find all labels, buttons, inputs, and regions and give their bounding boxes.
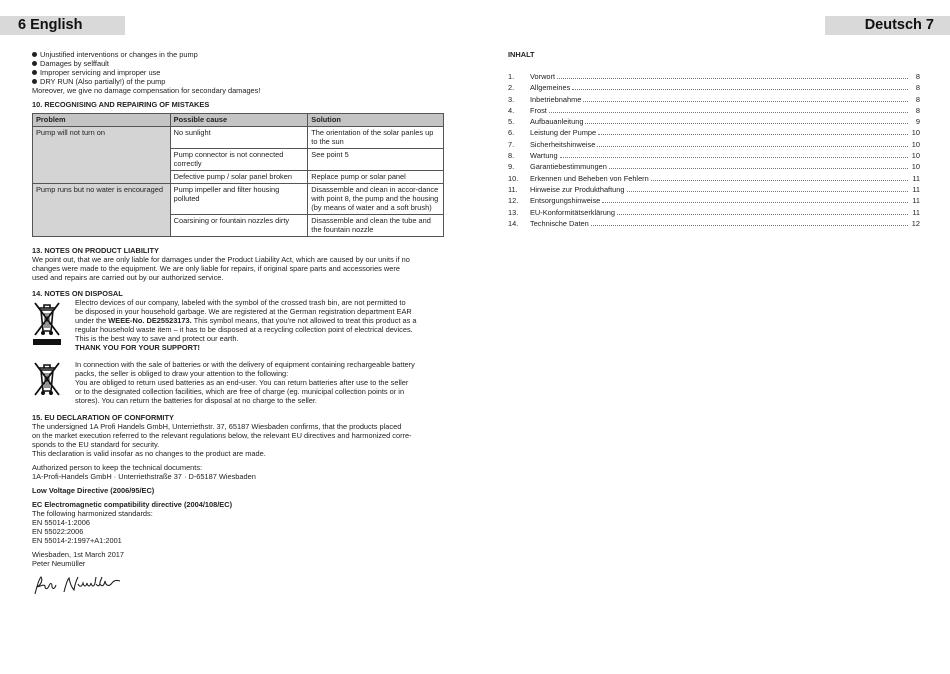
- paragraph-line: The undersigned 1A Profi Handels GmbH, Unterriethstr. 37, 65187 Wiesbaden confirms, that the products placed: [32, 422, 402, 431]
- toc-leader: [651, 180, 908, 181]
- english-page: [32, 50, 444, 600]
- page-header-left: [0, 16, 125, 35]
- toc-entry: [508, 128, 920, 139]
- page-number-right: Deutsch 7: [864, 17, 934, 33]
- paragraph-line: In connection with the sale of batteries or with the delivery of equipment containing rechargeable battery: [75, 360, 415, 369]
- thanks-line: THANK YOU FOR YOUR SUPPORT!: [75, 343, 200, 352]
- toc-leader: [617, 214, 908, 215]
- problem-cell: Pump will not turn on: [33, 127, 171, 184]
- paragraph-line: on the market execution referred to the relevant regulations below, the relevant EU directives and harmonized corre-: [32, 431, 412, 440]
- toc-page-number: 10: [911, 139, 920, 149]
- toc-entry: [508, 162, 920, 173]
- page-header-right: [825, 16, 950, 35]
- toc-entry: [508, 174, 920, 185]
- place-date: Wiesbaden, 1st March 2017: [32, 550, 125, 559]
- toc-number: 6.: [508, 128, 515, 138]
- emc-directive: EC Electromagnetic compatibility directive (2004/108/EC): [32, 500, 233, 509]
- list-item: Unjustified interventions or changes in the pump: [32, 50, 444, 59]
- toc-number: 12.: [508, 196, 519, 206]
- exclusion-list: [32, 50, 444, 86]
- cause-cell: Pump connector is not connected correctly: [170, 149, 308, 171]
- toc-title: INHALT: [508, 50, 535, 59]
- toc-entry: [508, 151, 920, 162]
- toc-number: 8.: [508, 151, 515, 161]
- troubleshooting-table: [32, 113, 444, 237]
- paragraph-line: EN 55022:2006: [32, 527, 84, 536]
- column-header-solution: Solution: [308, 114, 444, 127]
- paragraph-line: sponds to the EU standard for security.: [32, 440, 160, 449]
- paragraph-line: This is the best way to save and protect our earth.: [75, 334, 239, 343]
- crossed-trash-bin-icon: [32, 298, 62, 348]
- signature-image: [32, 574, 124, 598]
- toc-entry: [508, 117, 920, 128]
- cause-cell: No sunlight: [170, 127, 308, 149]
- toc-leader: [557, 78, 908, 79]
- paragraph-line: This declaration is valid insofar as no changes to the product are made.: [32, 449, 266, 458]
- table-row: [33, 184, 444, 215]
- paragraph-line: [75, 316, 444, 325]
- toc-page-number: 12: [911, 218, 920, 228]
- solution-cell: Disassemble and clean the tube and the fountain nozzle: [308, 215, 444, 237]
- page-number-left: 6 English: [18, 17, 83, 33]
- toc-entry: [508, 106, 920, 117]
- paragraph-line: The following harmonized standards:: [32, 509, 153, 518]
- toc-leader: [549, 112, 908, 113]
- section-heading-10: 10. RECOGNISING AND REPAIRING OF MISTAKES: [32, 100, 210, 109]
- toc-label: Erkennen und Beheben von Fehlern: [530, 173, 649, 183]
- toc-label: Allgemeines: [530, 83, 571, 93]
- table-header-row: [33, 114, 444, 127]
- toc-entry: [508, 95, 920, 106]
- toc-number: 14.: [508, 218, 519, 228]
- paragraph-line: We point out, that we are only liable for damages under the Product Liability Act, which are caused by our units if no: [32, 255, 410, 264]
- toc-entry: [508, 185, 920, 196]
- paragraph-line: 1A-Profi-Handels GmbH · Unterriethstraße 37 · D-65187 Wiesbaden: [32, 472, 256, 481]
- toc-entry: [508, 83, 920, 94]
- toc-leader: [598, 134, 908, 135]
- german-page: [508, 50, 920, 230]
- toc-page-number: 11: [912, 184, 920, 194]
- toc-entry: [508, 72, 920, 83]
- problem-cell: Pump runs but no water is encouraged: [33, 184, 171, 237]
- toc-number: 10.: [508, 173, 519, 183]
- toc-page-number: 11: [912, 173, 920, 183]
- paragraph-line: regular household waste item – it has to be disposed at a recycling collection point of electrical devices.: [75, 325, 413, 334]
- weee-disposal-block: [32, 298, 444, 352]
- table-of-contents: [508, 72, 920, 230]
- toc-page-number: 8: [915, 72, 920, 81]
- solution-cell: The orientation of the solar panles up to the sun: [308, 127, 444, 149]
- toc-page-number: 11: [912, 207, 920, 217]
- toc-page-number: 8: [915, 83, 920, 93]
- solution-cell: Replace pump or solar panel: [308, 171, 444, 184]
- toc-label: Hinweise zur Produkthaftung: [530, 184, 625, 194]
- solution-cell: Disassemble and clean in accor-dance with point 8, the pump and the housing (by means of water and a soft brush): [308, 184, 444, 215]
- paragraph-line: used and repairs are carried out by our authorized service.: [32, 273, 224, 282]
- damage-note: Moreover, we give no damage compensation for secondary damages!: [32, 86, 261, 95]
- list-item: DRY RUN (Also partially!) of the pump: [32, 77, 444, 86]
- toc-leader: [585, 123, 908, 124]
- toc-leader: [597, 146, 908, 147]
- toc-number: 11.: [508, 184, 518, 194]
- paragraph-line: You are obliged to return used batteries as an end-user. You can return batteries after use to the seller: [75, 378, 409, 387]
- toc-leader: [572, 89, 908, 90]
- toc-label: Technische Daten: [530, 218, 589, 228]
- toc-label: Frost: [530, 105, 547, 115]
- toc-page-number: 10: [911, 151, 920, 161]
- toc-leader: [609, 168, 908, 169]
- toc-number: 2.: [508, 83, 515, 93]
- toc-label: Vorwort: [530, 72, 556, 81]
- toc-page-number: 8: [915, 105, 920, 115]
- signer-name: Peter Neumüller: [32, 559, 86, 568]
- paragraph-line: changes were made to the equipment. We are only liable for repairs, if original spare parts and accessories were: [32, 264, 400, 273]
- toc-label: Leistung der Pumpe: [530, 128, 597, 138]
- toc-label: Aufbauanleitung: [530, 117, 584, 127]
- toc-entry: [508, 208, 920, 219]
- low-voltage-directive: Low Voltage Directive (2006/95/EC): [32, 486, 155, 495]
- toc-label: Entsorgungshinweise: [530, 196, 601, 206]
- solution-cell: See point 5: [308, 149, 444, 171]
- text-span: This symbol means, that you're not allowed to treat this product as a: [191, 316, 417, 325]
- toc-entry: [508, 196, 920, 207]
- section-heading-14: 14. NOTES ON DISPOSAL: [32, 289, 123, 298]
- text-span: under the: [75, 316, 109, 325]
- toc-label: Inbetriebnahme: [530, 94, 582, 104]
- toc-label: Garantiebestimmungen: [530, 162, 607, 172]
- paragraph-line: EN 55014-1:2006: [32, 518, 90, 527]
- toc-leader: [560, 157, 908, 158]
- toc-number: 1.: [508, 72, 515, 81]
- toc-page-number: 10: [911, 162, 920, 172]
- list-item: Damages by selffault: [32, 59, 444, 68]
- toc-leader: [591, 225, 908, 226]
- toc-number: 3.: [508, 94, 515, 104]
- paragraph-line: stores). You can return the batteries for disposal at no charge to the seller.: [75, 396, 317, 405]
- toc-number: 7.: [508, 139, 515, 149]
- toc-entry: [508, 219, 920, 230]
- crossed-battery-bin-icon: [32, 360, 62, 400]
- toc-number: 13.: [508, 207, 519, 217]
- paragraph-line: be disposed in your household garbage. We are registered at the German registration department EAR: [75, 307, 412, 316]
- toc-number: 4.: [508, 105, 515, 115]
- toc-page-number: 10: [911, 128, 920, 138]
- toc-leader: [583, 101, 908, 102]
- section-heading-15: 15. EU DECLARATION OF CONFORMITY: [32, 413, 174, 422]
- toc-page-number: 9: [915, 117, 920, 127]
- paragraph-line: Authorized person to keep the technical documents:: [32, 463, 203, 472]
- section-heading-13: 13. NOTES ON PRODUCT LIABILITY: [32, 246, 159, 255]
- toc-number: 5.: [508, 117, 515, 127]
- column-header-cause: Possible cause: [170, 114, 308, 127]
- toc-leader: [602, 202, 908, 203]
- table-row: [33, 127, 444, 149]
- toc-entry: [508, 140, 920, 151]
- column-header-problem: Problem: [33, 114, 171, 127]
- toc-page-number: 11: [912, 196, 920, 206]
- toc-label: EU-Konformitätserklärung: [530, 207, 616, 217]
- toc-label: Wartung: [530, 151, 558, 161]
- cause-cell: Pump impeller and filter housing polluted: [170, 184, 308, 215]
- toc-number: 9.: [508, 162, 515, 172]
- cause-cell: Coarsining or fountain nozzles dirty: [170, 215, 308, 237]
- toc-page-number: 8: [915, 94, 920, 104]
- weee-number: WEEE-No. DE25523173.: [108, 316, 192, 325]
- battery-disposal-block: [32, 360, 444, 405]
- paragraph-line: packs, the seller is obliged to draw your attention to the following:: [75, 369, 289, 378]
- list-item: Improper servicing and improper use: [32, 68, 444, 77]
- paragraph-line: Electro devices of our company, labeled with the symbol of the crossed trash bin, are not permitted to: [75, 298, 406, 307]
- paragraph-line: or to the designated collection facilities, which are free of charge (eg. municipal collection points or in: [75, 387, 405, 396]
- cause-cell: Defective pump / solar panel broken: [170, 171, 308, 184]
- paragraph-line: EN 55014-2:1997+A1:2001: [32, 536, 122, 545]
- toc-leader: [627, 191, 909, 192]
- toc-label: Sicherheitshinweise: [530, 139, 596, 149]
